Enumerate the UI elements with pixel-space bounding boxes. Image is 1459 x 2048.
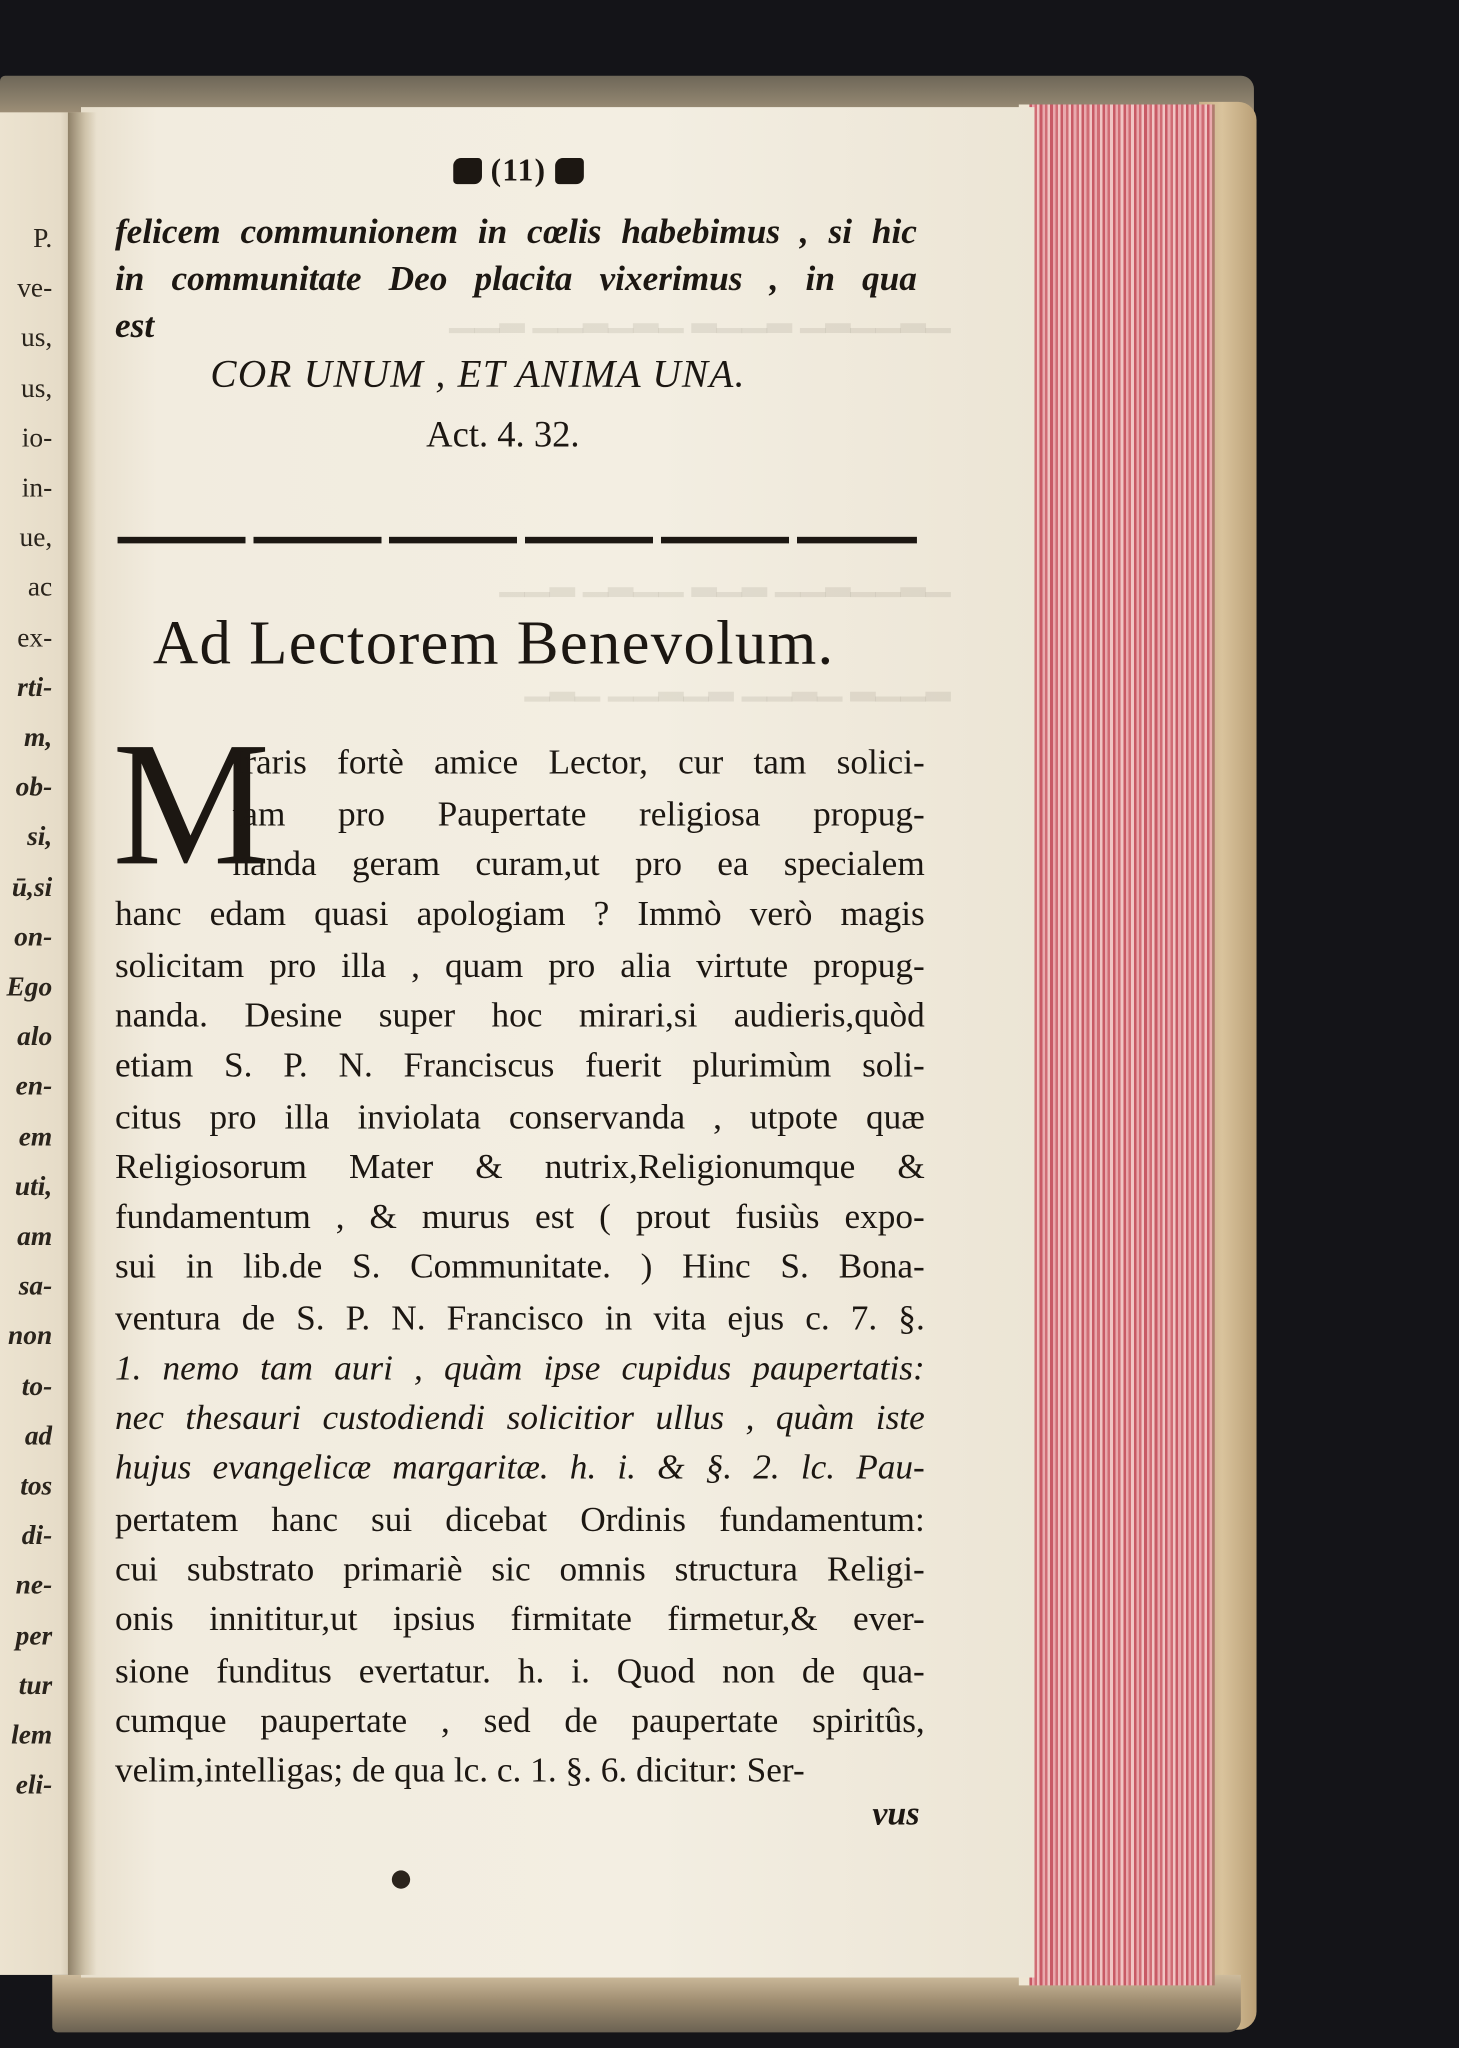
- citation: Act. 4. 32.: [426, 415, 580, 456]
- body-line: hujus evangelicæ margaritæ. h. i. & §. 2. lc. Pau-: [114, 1447, 925, 1487]
- body-line: Religiosorum Mater & nutrix,Religionumque &: [114, 1146, 925, 1187]
- bleed-through: ▂▁▁▂ ▁▂▁▁ ▂▁▂▁▁ ▁▂▁: [524, 666, 951, 702]
- ink-spot: [392, 1870, 410, 1888]
- left-page-fragment: di-: [21, 1519, 53, 1551]
- intro-line-1: felicem communionem in cœlis habebimus , si hic: [114, 211, 917, 251]
- body-line: hanc edam quasi apologiam ? Immò verò magis: [114, 893, 925, 933]
- left-page-fragment: ue,: [19, 521, 53, 553]
- left-page-fragment: on-: [14, 920, 53, 952]
- left-page-fragment: ex-: [17, 621, 53, 653]
- body-line: sui in lib.de S. Communitate. ) Hinc S. Bona-: [114, 1246, 925, 1286]
- left-page-fragment: us,: [20, 321, 53, 354]
- intro-line-3: est: [114, 305, 155, 345]
- left-page-fragment: ac: [27, 571, 53, 603]
- left-page-fragment: Ego: [6, 970, 53, 1002]
- body-line: tam pro Paupertate religiosa propug-: [232, 794, 925, 834]
- page-number: [434, 154, 604, 189]
- left-page-fragment: si,: [27, 820, 53, 853]
- body-line: fundamentum , & murus est ( prout fusiùs expo-: [114, 1196, 925, 1236]
- section-rule: [118, 537, 917, 544]
- left-page-fragment: ū,si: [11, 870, 53, 903]
- left-page-fragment: m,: [24, 721, 53, 753]
- left-page-fragment: tur: [18, 1669, 53, 1701]
- body-line: ventura de S. P. N. Francisco in vita ejus c. 7. §.: [114, 1298, 925, 1338]
- catchword: vus: [872, 1794, 920, 1833]
- left-page-fragment: ne-: [15, 1569, 53, 1601]
- left-page-fragment: sa-: [18, 1269, 53, 1302]
- body-line: nanda. Desine super hoc mirari,si audieris,quòd: [114, 995, 925, 1035]
- body-line: nec thesauri custodiendi solicitior ullus , quàm iste: [114, 1397, 925, 1437]
- drop-cap: M: [112, 706, 271, 903]
- body-line: citus pro illa inviolata conservanda , utpote quæ: [114, 1097, 925, 1137]
- red-fore-edge: [1019, 104, 1215, 1985]
- ornament-left-icon: [453, 158, 482, 184]
- body-line: velim,intelligas; de qua lc. c. 1. §. 6. dicitur: Ser-: [114, 1750, 805, 1790]
- gutter-shadow: [68, 112, 97, 1975]
- left-page-fragment: eli-: [15, 1768, 53, 1801]
- left-page-fragment: non: [8, 1319, 53, 1352]
- body-line: cui substrato primariè sic omnis structura Religi-: [114, 1549, 925, 1589]
- left-page-fragment: em: [18, 1120, 53, 1152]
- body-line: etiam S. P. N. Franciscus fuerit plurimùm soli-: [114, 1044, 925, 1085]
- body-line: Iraris fortè amice Lector, cur tam solici-: [232, 741, 925, 782]
- left-page-fragment: tos: [20, 1469, 53, 1501]
- left-page-fragment: ad: [24, 1419, 53, 1451]
- left-page-fragment: lem: [11, 1718, 53, 1751]
- section-heading: Ad Lectorem Benevolum.: [152, 608, 835, 678]
- body-line: pertatem hanc sui dicebat Ordinis fundamentum:: [114, 1499, 925, 1539]
- left-page-fragment: in-: [21, 471, 53, 503]
- left-page-fragment: ve-: [17, 271, 53, 304]
- left-page-fragment: to-: [21, 1369, 53, 1401]
- body-line: cumque paupertate , sed de paupertate spiritûs,: [114, 1700, 925, 1740]
- bleed-through: ▁▂▁▁▂▁ ▂▁▁▂ ▁▂▁▂▁▁ ▂▁▁: [449, 297, 951, 334]
- body-line: solicitam pro illa , quam pro alia virtute propug-: [114, 945, 925, 985]
- body-line: sione funditus evertatur. h. i. Quod non de qua-: [114, 1650, 925, 1691]
- page-number-text: (11): [490, 154, 547, 189]
- left-page-fragment: per: [15, 1619, 53, 1651]
- intro-line-2: in communitate Deo placita vixerimus , in qua: [114, 258, 917, 298]
- ornament-right-icon: [556, 158, 585, 184]
- left-page-fragment: am: [17, 1219, 53, 1252]
- left-page-fragment: P.: [33, 222, 53, 254]
- left-page-fragment: uti,: [14, 1170, 53, 1202]
- body-line: onis innititur,ut ipsius firmitate firmetur,& ever-: [114, 1598, 925, 1638]
- motto: COR UNUM , ET ANIMA UNA.: [210, 352, 746, 396]
- bleed-through: ▁▂▁▁▂▁▁ ▂▁▂ ▁▁▂▁ ▂▁▁: [499, 561, 951, 597]
- left-page-fragment: rti-: [17, 671, 53, 703]
- body-line: 1. nemo tam auri , quàm ipse cupidus paupertatis:: [114, 1347, 925, 1388]
- left-page-fragment: io-: [21, 421, 53, 453]
- left-page-fragment: en-: [15, 1070, 53, 1102]
- left-page-fragment: ob-: [15, 770, 53, 803]
- left-page-fragment: us,: [20, 371, 53, 404]
- body-line: nanda geram curam,ut pro ea specialem: [232, 843, 925, 883]
- left-page-fragment: alo: [17, 1020, 53, 1052]
